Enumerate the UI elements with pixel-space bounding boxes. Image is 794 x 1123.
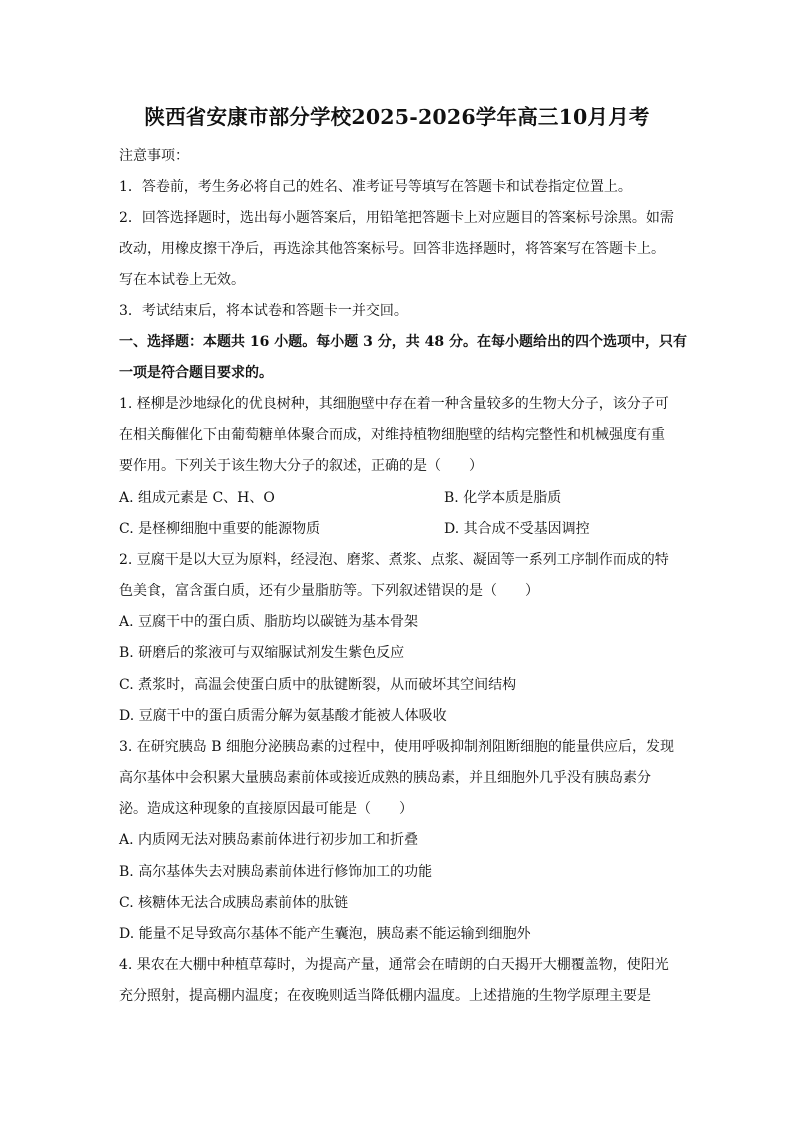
question-2-option-d: D. 豆腐干中的蛋白质需分解为氨基酸才能被人体吸收: [119, 708, 447, 724]
question-1-stem: 在相关酶催化下由葡萄糖单体聚合而成，对维持植物细胞壁的结构完整性和机械强度有重: [119, 427, 665, 443]
question-1-option-d: D. 其合成不受基因调控: [444, 521, 590, 537]
question-2-stem: 2. 豆腐干是以大豆为原料，经浸泡、磨浆、煮浆、点浆、凝固等一系列工序制作而成的特: [119, 552, 669, 568]
question-4-stem: 充分照射，提高棚内温度；在夜晚则适当降低棚内温度。上述措施的生物学原理主要是: [119, 988, 651, 1004]
page-title: 陕西省安康市部分学校2025-2026学年高三10月月考: [144, 105, 650, 129]
notice-item: 3．考试结束后，将本试卷和答题卡一并交回。: [119, 303, 408, 319]
notice-item: 1．答卷前，考生务必将自己的姓名、准考证号等填写在答题卡和试卷指定位置上。: [119, 179, 632, 195]
question-3-stem: 泌。造成这种现象的直接原因最可能是（ ）: [119, 801, 413, 817]
question-2-stem: 色美食，富含蛋白质，还有少量脂肪等。下列叙述错误的是（ ）: [119, 583, 539, 599]
section-heading-cont: 一项是符合题目要求的。: [119, 365, 273, 381]
question-2-option-b: B. 研磨后的浆液可与双缩脲试剂发生紫色反应: [119, 645, 405, 661]
question-1-option-a: A. 组成元素是 C、H、O: [119, 490, 275, 506]
question-4-stem: 4. 果农在大棚中种植草莓时，为提高产量，通常会在晴朗的白天揭开大棚覆盖物，使阳光: [119, 957, 669, 973]
question-1-stem: 要作用。下列关于该生物大分子的叙述，正确的是（ ）: [119, 458, 483, 474]
question-1-option-c: C. 是柽柳细胞中重要的能源物质: [119, 521, 321, 537]
section-heading: 一、选择题：本题共 16 小题。每小题 3 分，共 48 分。在每小题给出的四个选项中，只有: [119, 334, 687, 350]
question-3-option-a: A. 内质网无法对胰岛素前体进行初步加工和折叠: [119, 832, 419, 848]
question-3-option-d: D. 能量不足导致高尔基体不能产生囊泡，胰岛素不能运输到细胞外: [119, 926, 531, 942]
question-3-option-c: C. 核糖体无法合成胰岛素前体的肽链: [119, 895, 349, 911]
notice-item: 写在本试卷上无效。: [119, 272, 245, 288]
notice-item: 2．回答选择题时，选出每小题答案后，用铅笔把答题卡上对应题目的答案标号涂黑。如需: [119, 210, 674, 226]
question-3-stem: 高尔基体中会积累大量胰岛素前体或接近成熟的胰岛素，并且细胞外几乎没有胰岛素分: [119, 770, 651, 786]
notice-item: 改动，用橡皮擦干净后，再选涂其他答案标号。回答非选择题时，将答案写在答题卡上。: [119, 241, 665, 257]
question-2-option-a: A. 豆腐干中的蛋白质、脂肪均以碳链为基本骨架: [119, 614, 419, 630]
question-3-option-b: B. 高尔基体失去对胰岛素前体进行修饰加工的功能: [119, 864, 433, 880]
question-3-stem: 3. 在研究胰岛 B 细胞分泌胰岛素的过程中，使用呼吸抑制剂阻断细胞的能量供应后，发现: [119, 739, 674, 755]
notice-heading: 注意事项：: [119, 148, 189, 164]
question-1-stem: 1. 柽柳是沙地绿化的优良树种，其细胞壁中存在着一种含量较多的生物大分子，该分子可: [119, 396, 669, 412]
question-1-option-b: B. 化学本质是脂质: [444, 490, 562, 506]
question-2-option-c: C. 煮浆时，高温会使蛋白质中的肽键断裂，从而破坏其空间结构: [119, 677, 517, 693]
